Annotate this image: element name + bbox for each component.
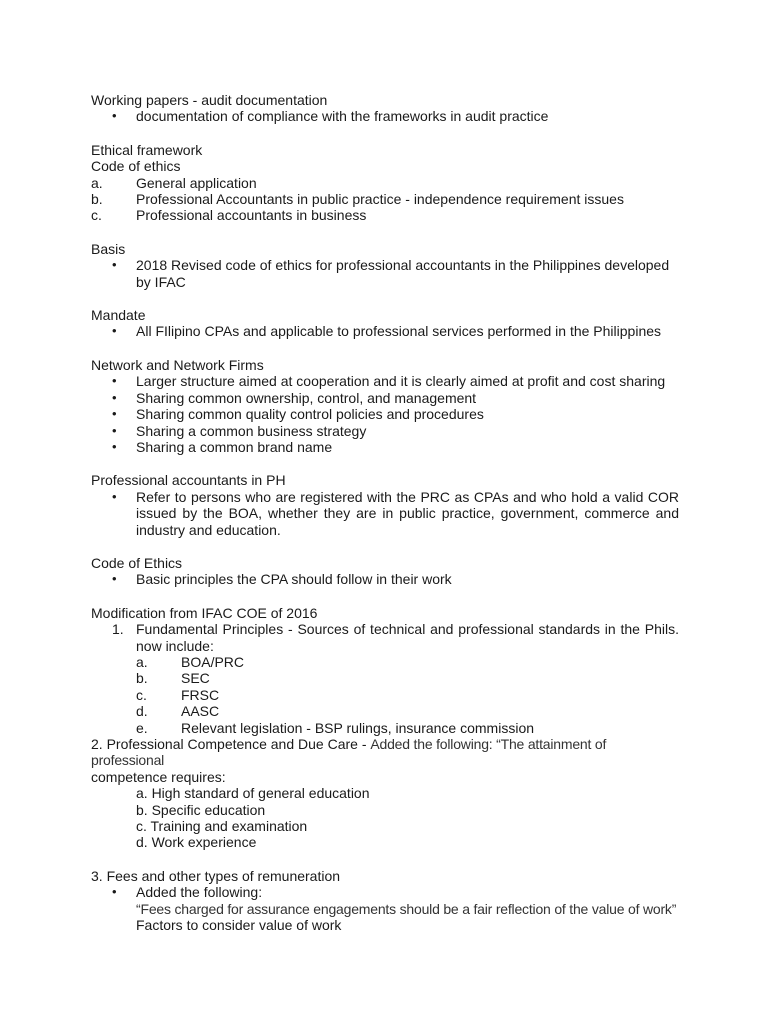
list-item: c. Professional accountants in business <box>91 207 367 224</box>
code-of-ethics-list <box>91 571 679 587</box>
list-item: b. Specific education <box>136 801 266 818</box>
list-item: e. Relevant legislation - BSP rulings, insurance commission <box>136 719 535 736</box>
competence-continuation: competence requires: <box>91 768 226 785</box>
code-of-ethics-heading: Code of Ethics <box>91 554 183 571</box>
network-list <box>91 373 679 455</box>
list-item: • All FIlipino CPAs and applicable to professional services performed in the Philippines <box>91 323 679 339</box>
basis-heading: Basis <box>91 240 126 257</box>
list-item: b. Professional Accountants in public practice - independence requirement issues <box>91 191 624 208</box>
fees-quote: “Fees charged for assurance engagements should be a fair reflection of the value of work” <box>136 900 677 917</box>
prof-accountants-list <box>91 489 679 538</box>
list-item: 1. Fundamental Principles - Sources of technical and professional standards in the Phils. now include: <box>112 621 679 654</box>
list-item: a. General application <box>91 174 257 191</box>
list-item: • documentation of compliance with the frameworks in audit practice <box>91 108 679 124</box>
prof-accountants-heading: Professional accountants in PH <box>91 472 286 489</box>
network-heading: Network and Network Firms <box>91 356 264 373</box>
list-item: • Sharing common ownership, control, and management <box>91 390 679 406</box>
competence-list <box>91 785 679 851</box>
fees-factors: Factors to consider value of work <box>136 917 342 934</box>
list-item: • 2018 Revised code of ethics for professional accountants in the Philippines developed by IFAC <box>91 257 679 290</box>
list-item: • Basic principles the CPA should follow in their work <box>91 571 679 587</box>
list-item: • Sharing a common business strategy <box>91 423 679 439</box>
list-item: c. Training and examination <box>136 818 308 835</box>
working-papers-list <box>91 108 679 124</box>
modification-heading: Modification from IFAC COE of 2016 <box>91 604 318 621</box>
working-papers-heading: Working papers - audit documentation <box>91 92 328 108</box>
document-body <box>91 92 679 933</box>
sources-list <box>91 654 679 736</box>
mandate-list <box>91 323 679 339</box>
list-item: b. SEC <box>136 670 210 687</box>
modification-list <box>91 621 679 654</box>
code-of-ethics-subheading: Code of ethics <box>91 158 181 175</box>
competence-paragraph: 2. Professional Competence and Due Care - Added the following: “The attainment of professional <box>91 736 607 769</box>
list-item: a. BOA/PRC <box>136 653 245 670</box>
fees-heading: 3. Fees and other types of remuneration <box>91 867 341 884</box>
list-item: d. AASC <box>136 703 220 720</box>
list-item: • Added the following: <box>91 884 679 900</box>
ethical-framework-heading: Ethical framework <box>91 141 203 158</box>
mandate-heading: Mandate <box>91 307 146 324</box>
basis-list <box>91 257 679 290</box>
list-item: • Sharing common quality control policies and procedures <box>91 406 679 422</box>
list-item: d. Work experience <box>136 834 257 851</box>
list-item: c. FRSC <box>136 686 220 703</box>
fees-list <box>91 884 679 900</box>
ethical-framework-list <box>91 175 679 224</box>
list-item: a. High standard of general education <box>136 785 370 802</box>
list-item: • Refer to persons who are registered with the PRC as CPAs and who hold a valid COR issued by the BOA, whether they are in public practice, government, commerce and industry and education. <box>91 489 679 538</box>
list-item: • Larger structure aimed at cooperation and it is clearly aimed at profit and cost sharing <box>91 373 679 389</box>
list-item: • Sharing a common brand name <box>91 439 679 455</box>
